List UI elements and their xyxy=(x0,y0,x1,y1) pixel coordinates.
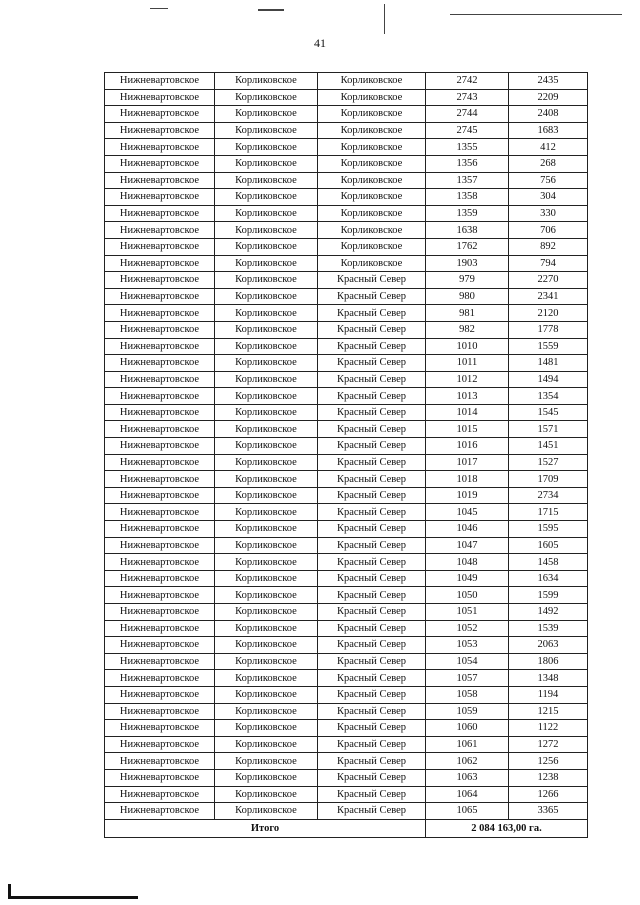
cell-district: Нижневартовское xyxy=(105,686,215,703)
cell-field: Корликовское xyxy=(215,338,318,355)
table-row xyxy=(105,471,588,488)
cell-section: Красный Север xyxy=(318,653,426,670)
cell-district: Нижневартовское xyxy=(105,504,215,521)
cell-section: Красный Север xyxy=(318,769,426,786)
cell-plot-number: 1065 xyxy=(426,803,509,820)
total-row xyxy=(105,819,588,837)
table-row xyxy=(105,155,588,172)
scan-artifact xyxy=(150,8,168,9)
cell-field: Корликовское xyxy=(215,238,318,255)
cell-field: Корликовское xyxy=(215,73,318,90)
table-row xyxy=(105,487,588,504)
table-row xyxy=(105,438,588,455)
cell-plot-number: 1014 xyxy=(426,404,509,421)
cell-field: Корликовское xyxy=(215,769,318,786)
cell-area: 1559 xyxy=(509,338,588,355)
table-row xyxy=(105,504,588,521)
table-row xyxy=(105,653,588,670)
cell-field: Корликовское xyxy=(215,753,318,770)
table-row xyxy=(105,355,588,372)
cell-field: Корликовское xyxy=(215,670,318,687)
cell-district: Нижневартовское xyxy=(105,554,215,571)
cell-plot-number: 1355 xyxy=(426,139,509,156)
cell-section: Корликовское xyxy=(318,238,426,255)
cell-district: Нижневартовское xyxy=(105,155,215,172)
table-row xyxy=(105,321,588,338)
cell-area: 1806 xyxy=(509,653,588,670)
cell-area: 330 xyxy=(509,205,588,222)
cell-field: Корликовское xyxy=(215,189,318,206)
cell-district: Нижневартовское xyxy=(105,471,215,488)
table-row xyxy=(105,454,588,471)
cell-area: 1122 xyxy=(509,720,588,737)
cell-area: 1605 xyxy=(509,537,588,554)
cell-area: 412 xyxy=(509,139,588,156)
cell-section: Красный Север xyxy=(318,371,426,388)
table-row xyxy=(105,172,588,189)
cell-plot-number: 1061 xyxy=(426,736,509,753)
cell-plot-number: 1049 xyxy=(426,570,509,587)
cell-section: Красный Север xyxy=(318,670,426,687)
cell-plot-number: 1015 xyxy=(426,421,509,438)
cell-district: Нижневартовское xyxy=(105,604,215,621)
cell-field: Корликовское xyxy=(215,504,318,521)
cell-district: Нижневартовское xyxy=(105,769,215,786)
cell-plot-number: 1052 xyxy=(426,620,509,637)
cell-section: Красный Север xyxy=(318,786,426,803)
cell-plot-number: 1010 xyxy=(426,338,509,355)
cell-area: 2408 xyxy=(509,106,588,123)
table-row xyxy=(105,255,588,272)
cell-plot-number: 1058 xyxy=(426,686,509,703)
cell-district: Нижневартовское xyxy=(105,587,215,604)
cell-area: 1458 xyxy=(509,554,588,571)
cell-district: Нижневартовское xyxy=(105,106,215,123)
cell-district: Нижневартовское xyxy=(105,620,215,637)
cell-plot-number: 982 xyxy=(426,321,509,338)
cell-district: Нижневартовское xyxy=(105,305,215,322)
cell-field: Корликовское xyxy=(215,172,318,189)
table-row xyxy=(105,305,588,322)
table-row xyxy=(105,388,588,405)
table-row xyxy=(105,570,588,587)
cell-area: 304 xyxy=(509,189,588,206)
table-row xyxy=(105,703,588,720)
cell-section: Красный Север xyxy=(318,272,426,289)
cell-plot-number: 1013 xyxy=(426,388,509,405)
cell-section: Красный Север xyxy=(318,753,426,770)
cell-section: Красный Север xyxy=(318,504,426,521)
cell-district: Нижневартовское xyxy=(105,172,215,189)
cell-field: Корликовское xyxy=(215,620,318,637)
cell-district: Нижневартовское xyxy=(105,703,215,720)
cell-area: 1272 xyxy=(509,736,588,753)
cell-field: Корликовское xyxy=(215,521,318,538)
cell-plot-number: 1018 xyxy=(426,471,509,488)
cell-field: Корликовское xyxy=(215,686,318,703)
cell-field: Корликовское xyxy=(215,454,318,471)
cell-section: Красный Север xyxy=(318,454,426,471)
cell-section: Красный Север xyxy=(318,554,426,571)
cell-area: 2734 xyxy=(509,487,588,504)
cell-section: Корликовское xyxy=(318,139,426,156)
cell-plot-number: 1903 xyxy=(426,255,509,272)
cell-area: 1571 xyxy=(509,421,588,438)
cell-field: Корликовское xyxy=(215,288,318,305)
cell-plot-number: 1358 xyxy=(426,189,509,206)
cell-area: 756 xyxy=(509,172,588,189)
cell-district: Нижневартовское xyxy=(105,255,215,272)
table-row xyxy=(105,371,588,388)
cell-plot-number: 1019 xyxy=(426,487,509,504)
cell-district: Нижневартовское xyxy=(105,570,215,587)
cell-section: Красный Север xyxy=(318,438,426,455)
table-row xyxy=(105,106,588,123)
cell-area: 1481 xyxy=(509,355,588,372)
cell-field: Корликовское xyxy=(215,272,318,289)
cell-plot-number: 1050 xyxy=(426,587,509,604)
cell-field: Корликовское xyxy=(215,305,318,322)
cell-field: Корликовское xyxy=(215,720,318,737)
cell-district: Нижневартовское xyxy=(105,222,215,239)
scan-artifact xyxy=(258,9,284,11)
cell-area: 1194 xyxy=(509,686,588,703)
total-value: 2 084 163,00 га. xyxy=(426,819,588,837)
table-row xyxy=(105,122,588,139)
cell-area: 2120 xyxy=(509,305,588,322)
cell-section: Красный Север xyxy=(318,703,426,720)
cell-section: Корликовское xyxy=(318,222,426,239)
table-row xyxy=(105,139,588,156)
cell-district: Нижневартовское xyxy=(105,73,215,90)
cell-field: Корликовское xyxy=(215,355,318,372)
cell-plot-number: 2745 xyxy=(426,122,509,139)
cell-section: Корликовское xyxy=(318,205,426,222)
cell-area: 1715 xyxy=(509,504,588,521)
cell-field: Корликовское xyxy=(215,106,318,123)
cell-district: Нижневартовское xyxy=(105,786,215,803)
license-area-table xyxy=(104,72,588,838)
cell-area: 794 xyxy=(509,255,588,272)
cell-field: Корликовское xyxy=(215,421,318,438)
cell-district: Нижневартовское xyxy=(105,487,215,504)
table-row xyxy=(105,604,588,621)
cell-district: Нижневартовское xyxy=(105,321,215,338)
table-row xyxy=(105,89,588,106)
cell-district: Нижневартовское xyxy=(105,653,215,670)
cell-district: Нижневартовское xyxy=(105,139,215,156)
cell-district: Нижневартовское xyxy=(105,637,215,654)
cell-plot-number: 1762 xyxy=(426,238,509,255)
cell-section: Красный Север xyxy=(318,736,426,753)
table-row xyxy=(105,189,588,206)
cell-area: 1266 xyxy=(509,786,588,803)
cell-plot-number: 1356 xyxy=(426,155,509,172)
cell-section: Корликовское xyxy=(318,73,426,90)
cell-area: 2063 xyxy=(509,637,588,654)
cell-district: Нижневартовское xyxy=(105,404,215,421)
cell-area: 2270 xyxy=(509,272,588,289)
cell-section: Красный Север xyxy=(318,404,426,421)
cell-district: Нижневартовское xyxy=(105,670,215,687)
cell-field: Корликовское xyxy=(215,803,318,820)
cell-section: Красный Север xyxy=(318,487,426,504)
cell-field: Корликовское xyxy=(215,321,318,338)
cell-area: 706 xyxy=(509,222,588,239)
cell-plot-number: 1053 xyxy=(426,637,509,654)
cell-area: 1348 xyxy=(509,670,588,687)
cell-area: 1494 xyxy=(509,371,588,388)
cell-district: Нижневартовское xyxy=(105,355,215,372)
cell-area: 3365 xyxy=(509,803,588,820)
cell-field: Корликовское xyxy=(215,205,318,222)
cell-plot-number: 2744 xyxy=(426,106,509,123)
cell-section: Красный Север xyxy=(318,305,426,322)
table-row xyxy=(105,73,588,90)
cell-district: Нижневартовское xyxy=(105,537,215,554)
table-row xyxy=(105,554,588,571)
table-row xyxy=(105,421,588,438)
cell-area: 2209 xyxy=(509,89,588,106)
cell-field: Корликовское xyxy=(215,487,318,504)
cell-field: Корликовское xyxy=(215,703,318,720)
cell-area: 1634 xyxy=(509,570,588,587)
cell-district: Нижневартовское xyxy=(105,438,215,455)
cell-plot-number: 1059 xyxy=(426,703,509,720)
cell-field: Корликовское xyxy=(215,786,318,803)
cell-area: 2435 xyxy=(509,73,588,90)
cell-area: 1539 xyxy=(509,620,588,637)
cell-field: Корликовское xyxy=(215,637,318,654)
cell-section: Красный Север xyxy=(318,720,426,737)
cell-field: Корликовское xyxy=(215,570,318,587)
cell-area: 1778 xyxy=(509,321,588,338)
cell-area: 892 xyxy=(509,238,588,255)
cell-district: Нижневартовское xyxy=(105,89,215,106)
cell-plot-number: 1060 xyxy=(426,720,509,737)
cell-district: Нижневартовское xyxy=(105,454,215,471)
cell-plot-number: 980 xyxy=(426,288,509,305)
cell-area: 2341 xyxy=(509,288,588,305)
cell-plot-number: 981 xyxy=(426,305,509,322)
cell-district: Нижневартовское xyxy=(105,338,215,355)
cell-district: Нижневартовское xyxy=(105,521,215,538)
cell-field: Корликовское xyxy=(215,122,318,139)
cell-district: Нижневартовское xyxy=(105,803,215,820)
table-row xyxy=(105,637,588,654)
cell-plot-number: 1011 xyxy=(426,355,509,372)
table-row xyxy=(105,222,588,239)
table-row xyxy=(105,404,588,421)
cell-plot-number: 1046 xyxy=(426,521,509,538)
cell-area: 1256 xyxy=(509,753,588,770)
cell-section: Красный Север xyxy=(318,288,426,305)
cell-field: Корликовское xyxy=(215,155,318,172)
cell-section: Красный Север xyxy=(318,421,426,438)
cell-section: Корликовское xyxy=(318,155,426,172)
cell-area: 1527 xyxy=(509,454,588,471)
cell-field: Корликовское xyxy=(215,736,318,753)
cell-plot-number: 1048 xyxy=(426,554,509,571)
cell-section: Корликовское xyxy=(318,106,426,123)
cell-field: Корликовское xyxy=(215,587,318,604)
cell-plot-number: 2742 xyxy=(426,73,509,90)
cell-section: Красный Север xyxy=(318,321,426,338)
table-row xyxy=(105,272,588,289)
cell-district: Нижневартовское xyxy=(105,272,215,289)
cell-plot-number: 1017 xyxy=(426,454,509,471)
cell-plot-number: 1057 xyxy=(426,670,509,687)
cell-section: Красный Север xyxy=(318,587,426,604)
cell-plot-number: 1054 xyxy=(426,653,509,670)
scan-corner-mark xyxy=(8,896,138,899)
cell-district: Нижневартовское xyxy=(105,205,215,222)
cell-district: Нижневартовское xyxy=(105,388,215,405)
cell-district: Нижневартовское xyxy=(105,371,215,388)
table-body xyxy=(105,73,588,820)
cell-section: Красный Север xyxy=(318,686,426,703)
table-row xyxy=(105,803,588,820)
cell-district: Нижневартовское xyxy=(105,189,215,206)
cell-field: Корликовское xyxy=(215,471,318,488)
cell-plot-number: 1016 xyxy=(426,438,509,455)
cell-field: Корликовское xyxy=(215,604,318,621)
cell-district: Нижневартовское xyxy=(105,122,215,139)
cell-district: Нижневартовское xyxy=(105,288,215,305)
cell-section: Красный Север xyxy=(318,570,426,587)
cell-section: Красный Север xyxy=(318,637,426,654)
cell-area: 1599 xyxy=(509,587,588,604)
cell-field: Корликовское xyxy=(215,89,318,106)
table-row xyxy=(105,736,588,753)
cell-area: 268 xyxy=(509,155,588,172)
cell-plot-number: 2743 xyxy=(426,89,509,106)
cell-plot-number: 1062 xyxy=(426,753,509,770)
cell-plot-number: 1357 xyxy=(426,172,509,189)
cell-plot-number: 1063 xyxy=(426,769,509,786)
table-row xyxy=(105,686,588,703)
cell-field: Корликовское xyxy=(215,222,318,239)
cell-section: Красный Север xyxy=(318,355,426,372)
table-row xyxy=(105,620,588,637)
total-label: Итого xyxy=(105,819,426,837)
cell-field: Корликовское xyxy=(215,554,318,571)
cell-section: Корликовское xyxy=(318,189,426,206)
cell-section: Красный Север xyxy=(318,521,426,538)
table-row xyxy=(105,786,588,803)
cell-area: 1238 xyxy=(509,769,588,786)
table-row xyxy=(105,720,588,737)
table-row xyxy=(105,753,588,770)
cell-section: Красный Север xyxy=(318,537,426,554)
cell-section: Корликовское xyxy=(318,172,426,189)
cell-plot-number: 1359 xyxy=(426,205,509,222)
cell-plot-number: 1012 xyxy=(426,371,509,388)
cell-district: Нижневартовское xyxy=(105,736,215,753)
table-row xyxy=(105,238,588,255)
table-row xyxy=(105,670,588,687)
cell-plot-number: 979 xyxy=(426,272,509,289)
cell-field: Корликовское xyxy=(215,139,318,156)
cell-district: Нижневартовское xyxy=(105,421,215,438)
table-row xyxy=(105,769,588,786)
cell-field: Корликовское xyxy=(215,371,318,388)
cell-section: Красный Север xyxy=(318,388,426,405)
cell-area: 1595 xyxy=(509,521,588,538)
cell-area: 1683 xyxy=(509,122,588,139)
table-row xyxy=(105,288,588,305)
table-row xyxy=(105,338,588,355)
table-row xyxy=(105,587,588,604)
cell-plot-number: 1051 xyxy=(426,604,509,621)
scan-artifact xyxy=(384,4,385,34)
page-number: 41 xyxy=(314,36,326,50)
cell-field: Корликовское xyxy=(215,653,318,670)
cell-district: Нижневартовское xyxy=(105,238,215,255)
cell-district: Нижневартовское xyxy=(105,720,215,737)
cell-field: Корликовское xyxy=(215,537,318,554)
cell-section: Корликовское xyxy=(318,89,426,106)
cell-field: Корликовское xyxy=(215,388,318,405)
cell-area: 1492 xyxy=(509,604,588,621)
cell-area: 1451 xyxy=(509,438,588,455)
cell-section: Корликовское xyxy=(318,255,426,272)
cell-plot-number: 1064 xyxy=(426,786,509,803)
cell-section: Красный Север xyxy=(318,803,426,820)
cell-section: Корликовское xyxy=(318,122,426,139)
table-row xyxy=(105,537,588,554)
scan-artifact xyxy=(450,14,622,15)
cell-district: Нижневартовское xyxy=(105,753,215,770)
cell-area: 1545 xyxy=(509,404,588,421)
cell-section: Красный Север xyxy=(318,338,426,355)
table-row xyxy=(105,521,588,538)
cell-area: 1709 xyxy=(509,471,588,488)
cell-plot-number: 1045 xyxy=(426,504,509,521)
cell-field: Корликовское xyxy=(215,438,318,455)
cell-area: 1354 xyxy=(509,388,588,405)
table-row xyxy=(105,205,588,222)
cell-field: Корликовское xyxy=(215,404,318,421)
cell-plot-number: 1047 xyxy=(426,537,509,554)
cell-section: Красный Север xyxy=(318,620,426,637)
cell-plot-number: 1638 xyxy=(426,222,509,239)
cell-field: Корликовское xyxy=(215,255,318,272)
cell-section: Красный Север xyxy=(318,471,426,488)
cell-section: Красный Север xyxy=(318,604,426,621)
cell-area: 1215 xyxy=(509,703,588,720)
